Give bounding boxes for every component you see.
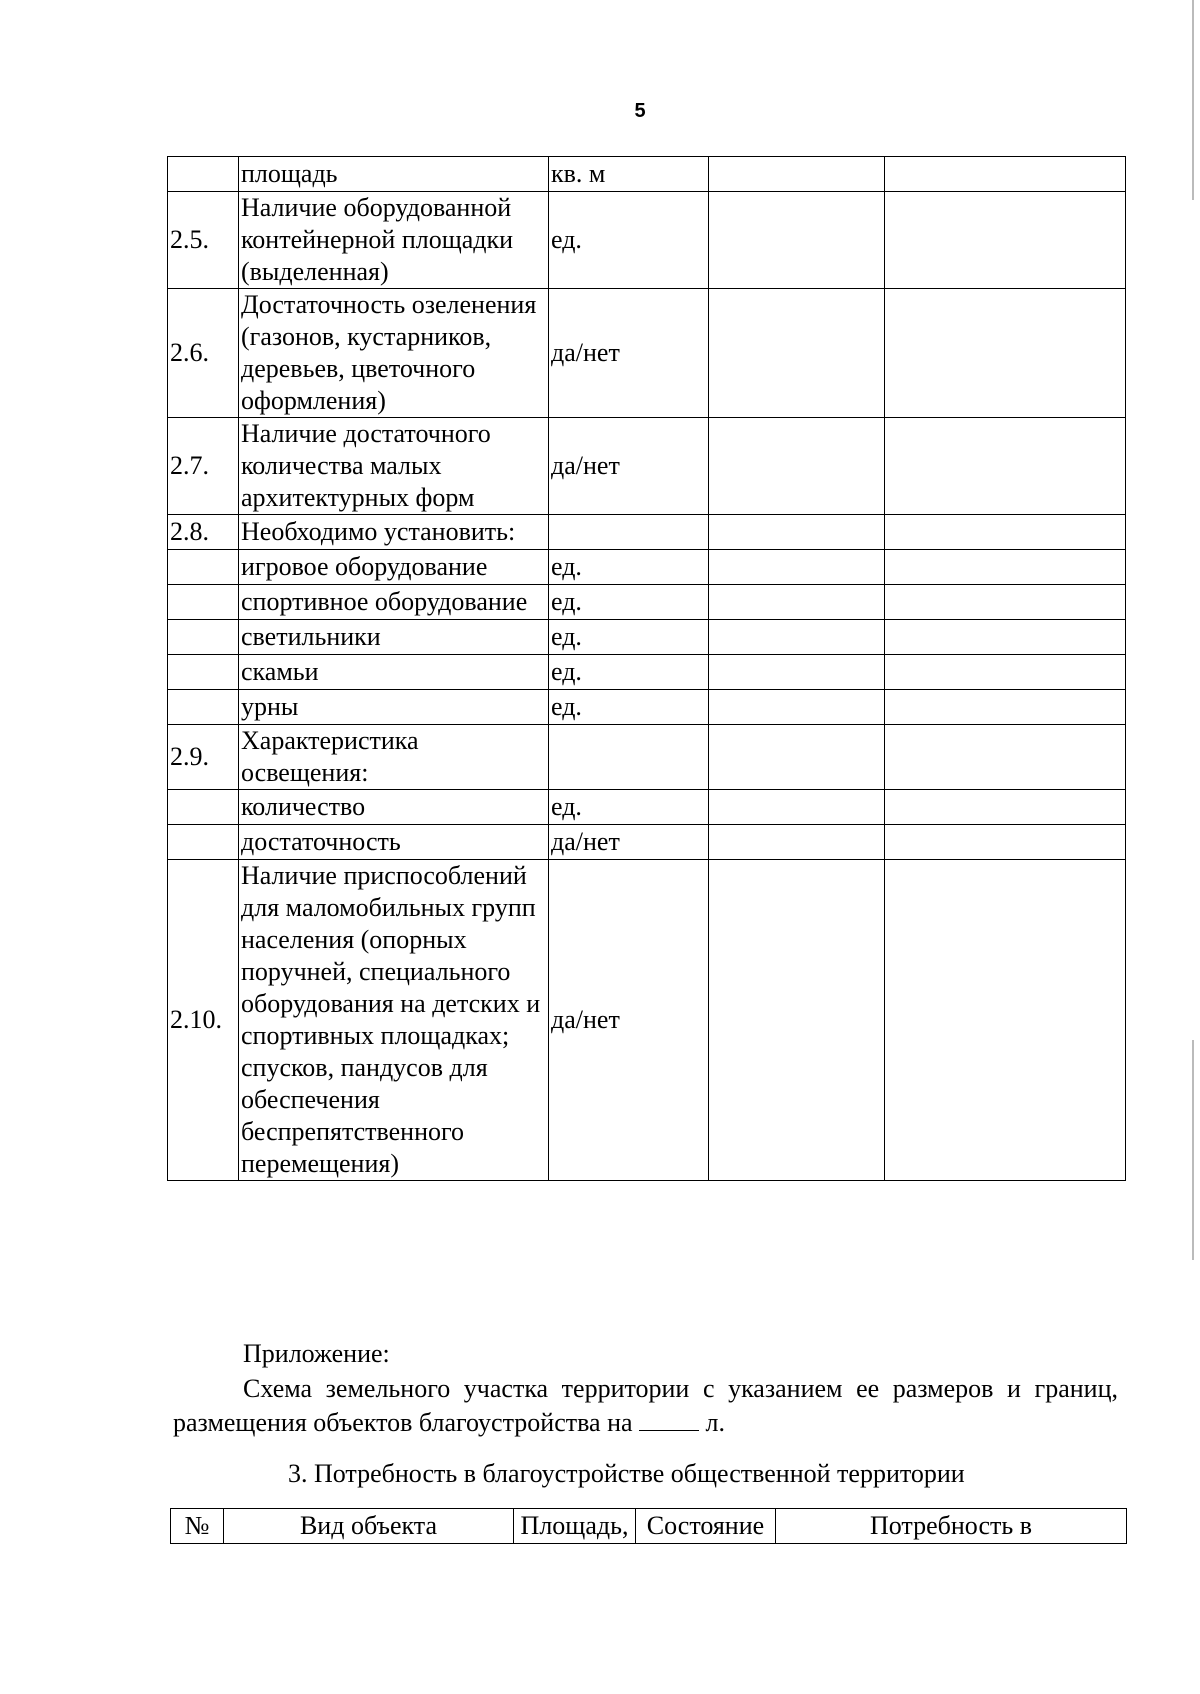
table-row — [168, 289, 1126, 418]
row-value-1 — [709, 289, 885, 418]
row-unit: ед. — [549, 620, 709, 655]
row-value-1 — [709, 690, 885, 725]
row-description: площадь — [239, 157, 549, 192]
row-unit: да/нет — [549, 860, 709, 1181]
row-value-1 — [709, 515, 885, 550]
table-row — [168, 192, 1126, 289]
row-number: 2.6. — [168, 289, 239, 418]
row-value-1 — [709, 790, 885, 825]
row-unit: ед. — [549, 550, 709, 585]
table-row — [168, 655, 1126, 690]
row-value-1 — [709, 418, 885, 515]
row-number — [168, 620, 239, 655]
row-number: 2.8. — [168, 515, 239, 550]
row-description: урны — [239, 690, 549, 725]
row-value-2 — [885, 515, 1126, 550]
row-number — [168, 157, 239, 192]
row-value-2 — [885, 620, 1126, 655]
row-value-2 — [885, 192, 1126, 289]
row-unit: да/нет — [549, 825, 709, 860]
row-unit: ед. — [549, 790, 709, 825]
row-value-1 — [709, 860, 885, 1181]
needs-table — [170, 1508, 1127, 1544]
header-need: Потребность в — [776, 1509, 1127, 1544]
row-unit: да/нет — [549, 289, 709, 418]
row-value-1 — [709, 620, 885, 655]
row-number: 2.9. — [168, 725, 239, 790]
row-value-2 — [885, 690, 1126, 725]
row-value-2 — [885, 655, 1126, 690]
appendix-title: Приложение: — [243, 1339, 390, 1368]
row-number — [168, 550, 239, 585]
table-row — [168, 725, 1126, 790]
row-value-1 — [709, 825, 885, 860]
row-description: Достаточность озеленения (газонов, кустарников, деревьев, цветочного оформления) — [239, 289, 549, 418]
scan-edge-mark — [1192, 1040, 1194, 1260]
row-unit: да/нет — [549, 418, 709, 515]
row-value-2 — [885, 418, 1126, 515]
table-row — [168, 620, 1126, 655]
row-number — [168, 690, 239, 725]
row-value-1 — [709, 550, 885, 585]
row-number: 2.10. — [168, 860, 239, 1181]
table-row — [168, 515, 1126, 550]
row-description: спортивное оборудование — [239, 585, 549, 620]
characteristics-table-body — [168, 157, 1126, 1181]
row-description: достаточность — [239, 825, 549, 860]
row-value-1 — [709, 585, 885, 620]
row-number: 2.5. — [168, 192, 239, 289]
row-description: Необходимо установить: — [239, 515, 549, 550]
row-value-2 — [885, 585, 1126, 620]
row-value-1 — [709, 192, 885, 289]
page-number: 5 — [634, 100, 646, 122]
row-number — [168, 825, 239, 860]
row-value-2 — [885, 725, 1126, 790]
row-description: Наличие приспособлений для маломобильных групп населения (опорных поручней, специального оборудования на детских и спортивных площадках; спусков, пандусов для обеспечения беспрепятственного перемещения) — [239, 860, 549, 1181]
row-value-2 — [885, 825, 1126, 860]
table-row — [168, 585, 1126, 620]
row-value-2 — [885, 157, 1126, 192]
row-number — [168, 585, 239, 620]
appendix-text — [173, 1372, 1118, 1440]
row-unit: кв. м — [549, 157, 709, 192]
table-row — [168, 690, 1126, 725]
row-unit — [549, 515, 709, 550]
row-description: Наличие достаточного количества малых архитектурных форм — [239, 418, 549, 515]
row-value-1 — [709, 725, 885, 790]
table-row — [168, 790, 1126, 825]
row-description: игровое оборудование — [239, 550, 549, 585]
appendix-text-main: Схема земельного участка территории с указанием ее размеров и границ, размещения объектов благоустройства на — [173, 1374, 1118, 1437]
row-description: светильники — [239, 620, 549, 655]
header-object-type: Вид объекта — [224, 1509, 514, 1544]
row-description: скамьи — [239, 655, 549, 690]
table-row — [168, 825, 1126, 860]
row-value-1 — [709, 157, 885, 192]
header-area: Площадь, — [514, 1509, 636, 1544]
characteristics-table — [167, 156, 1126, 1181]
row-value-2 — [885, 790, 1126, 825]
row-description: Характеристика освещения: — [239, 725, 549, 790]
row-description: количество — [239, 790, 549, 825]
row-number — [168, 655, 239, 690]
header-number: № — [171, 1509, 224, 1544]
row-unit: ед. — [549, 655, 709, 690]
appendix-text-end: л. — [699, 1408, 726, 1437]
row-value-2 — [885, 289, 1126, 418]
table-row — [168, 157, 1126, 192]
scan-edge-mark — [1192, 0, 1194, 200]
row-value-2 — [885, 860, 1126, 1181]
row-number: 2.7. — [168, 418, 239, 515]
row-unit: ед. — [549, 192, 709, 289]
table-row — [168, 550, 1126, 585]
sheet-count-blank — [639, 1408, 699, 1431]
row-unit — [549, 725, 709, 790]
row-value-1 — [709, 655, 885, 690]
row-number — [168, 790, 239, 825]
row-value-2 — [885, 550, 1126, 585]
table-row — [168, 860, 1126, 1181]
header-condition: Состояние — [636, 1509, 776, 1544]
needs-table-header-row — [171, 1509, 1127, 1544]
section-heading: 3. Потребность в благоустройстве общественной территории — [288, 1459, 965, 1488]
row-description: Наличие оборудованной контейнерной площадки (выделенная) — [239, 192, 549, 289]
row-unit: ед. — [549, 690, 709, 725]
row-unit: ед. — [549, 585, 709, 620]
table-row — [168, 418, 1126, 515]
